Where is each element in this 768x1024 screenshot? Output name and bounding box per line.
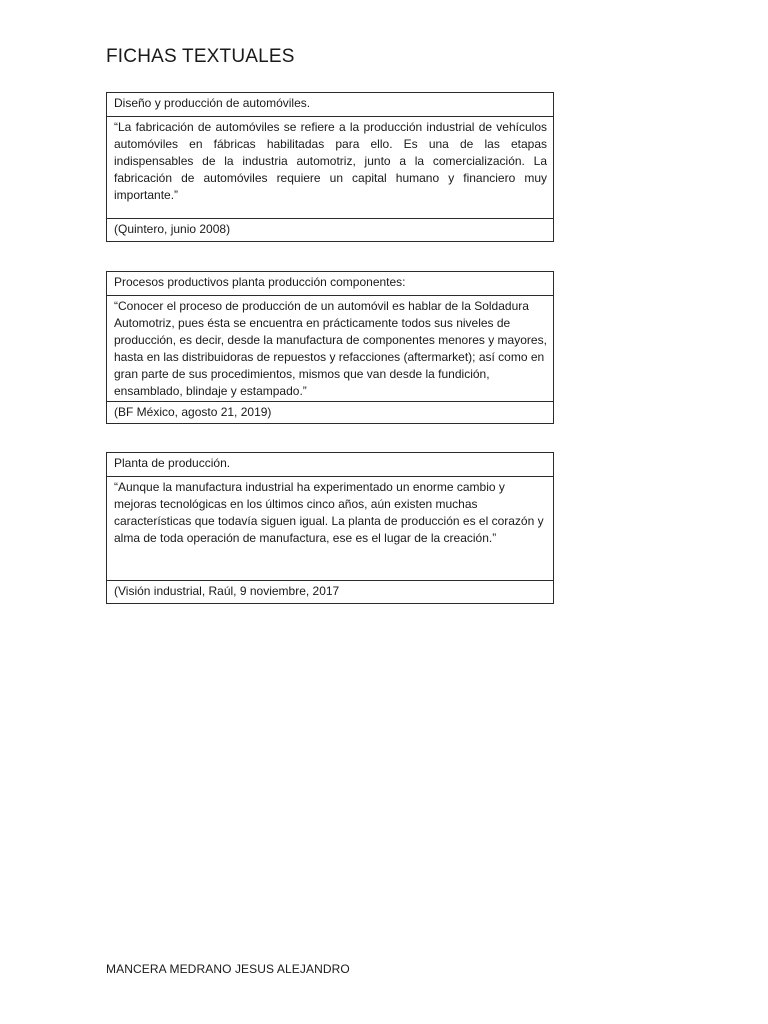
page-title: FICHAS TEXTUALES: [106, 46, 295, 67]
ficha-citation: (BF México, agosto 21, 2019): [107, 401, 553, 423]
ficha-textual-2: [106, 271, 554, 424]
ficha-quote: “Conocer el proceso de producción de un automóvil es hablar de la Soldadura Automotriz, pues ésta se encuentra en prácticamente todos sus niveles de producción, es decir, desde la manufactura de componentes menores y mayores, hasta en las distribuidoras de repuestos y refacciones (aftermarket); así como en gran parte de sus procedimientos, mismos que van desde la fundición, ensamblado, blindaje y estampado.”: [107, 295, 553, 401]
ficha-quote: “La fabricación de automóviles se refiere a la producción industrial de vehículos automóviles en fábricas habilitadas para ello. Es una de las etapas indispensables de la industria automotriz, junto a la comercialización. La fabricación de automóviles requiere un capital humano y financiero muy importante.”: [107, 116, 553, 218]
ficha-quote: “Aunque la manufactura industrial ha experimentado un enorme cambio y mejoras tecnológicas en los últimos cinco años, aún existen muchas características que todavía siguen igual. La planta de producción es el corazón y alma de toda operación de manufactura, ese es el lugar de la creación.”: [107, 476, 553, 580]
ficha-heading: Diseño y producción de automóviles.: [114, 96, 311, 110]
ficha-citation: (Quintero, junio 2008): [107, 218, 553, 241]
ficha-citation: (Visión industrial, Raúl, 9 noviembre, 2017: [107, 580, 553, 603]
ficha-textual-3: [106, 452, 554, 604]
author-name: MANCERA MEDRANO JESUS ALEJANDRO: [106, 962, 350, 976]
ficha-textual-1: [106, 92, 554, 242]
ficha-heading: Procesos productivos planta producción componentes:: [114, 275, 406, 289]
ficha-heading: Planta de producción.: [114, 456, 231, 470]
